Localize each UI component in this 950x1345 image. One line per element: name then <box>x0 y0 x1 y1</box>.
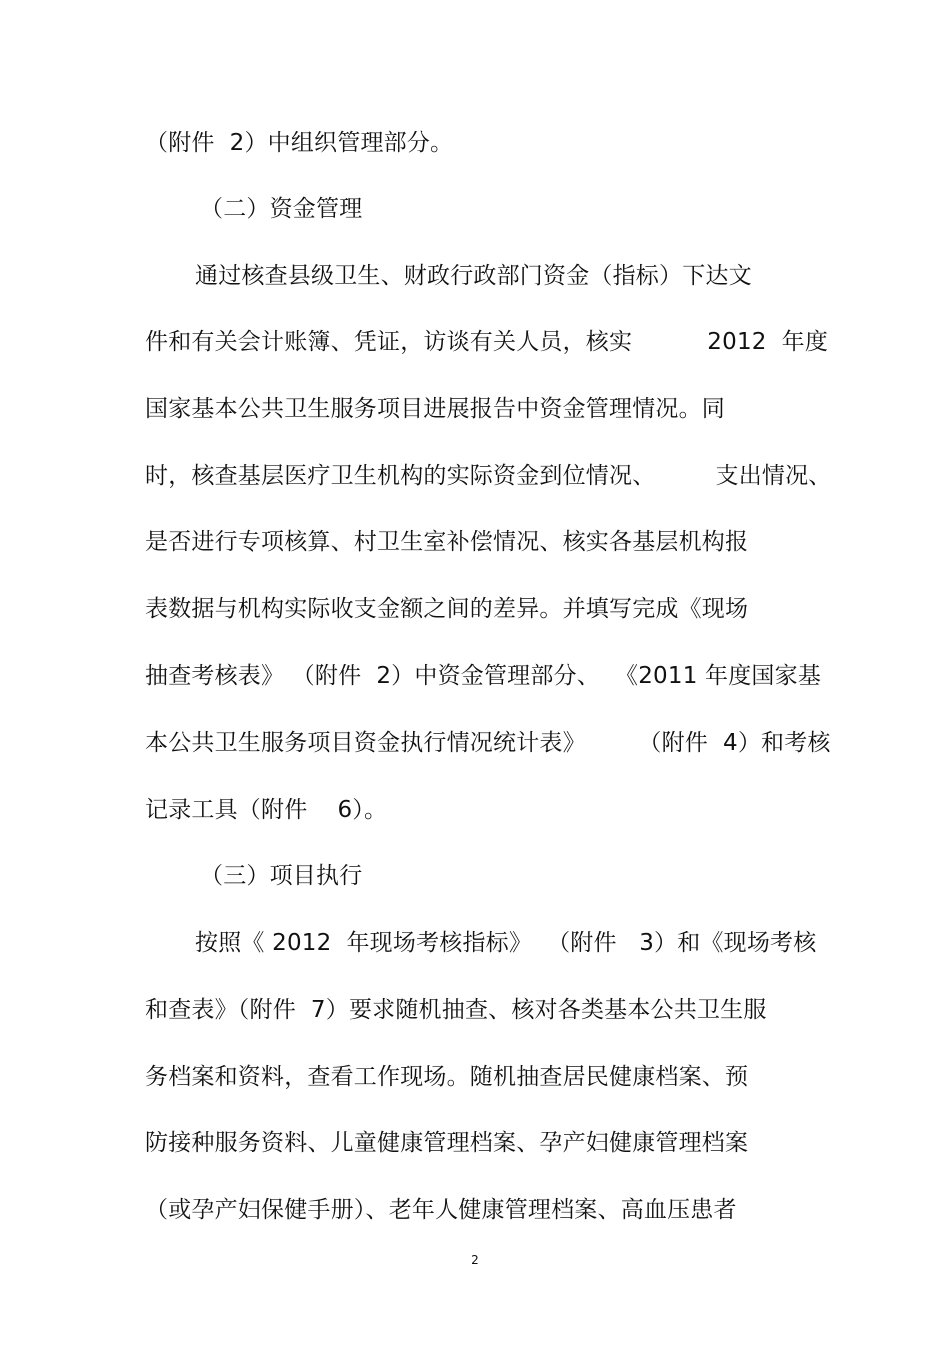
text-line: 本公共卫生服务项目资金执行情况统计表》 （附件 4）和考核 <box>145 730 831 756</box>
text-line: （或孕产妇保健手册）、老年人健康管理档案、高血压患者 <box>145 1197 737 1223</box>
page-number: 2 <box>471 1253 479 1267</box>
text-line: 是否进行专项核算、村卫生室补偿情况、核实各基层机构报 <box>145 529 749 555</box>
text-line: 记录工具（附件 6）。 <box>145 797 388 823</box>
text-line: 按照《 2012 年现场考核指标》 （附件 3）和《现场考核 <box>195 930 817 956</box>
text-line: 和查表》（附件 7）要求随机抽查、核对各类基本公共卫生服 <box>145 997 767 1023</box>
text-line: 务档案和资料，查看工作现场。随机抽查居民健康档案、预 <box>145 1064 749 1090</box>
text-line: （附件 2）中组织管理部分。 <box>145 130 454 156</box>
section-heading: （二）资金管理 <box>200 196 363 222</box>
text-line: 国家基本公共卫生服务项目进展报告中资金管理情况。同 <box>145 396 725 422</box>
text-line: 时，核查基层医疗卫生机构的实际资金到位情况、 支出情况、 <box>145 463 832 489</box>
text-line: 表数据与机构实际收支金额之间的差异。并填写完成《现场 <box>145 596 749 622</box>
text-line: 件和有关会计账簿、凭证，访谈有关人员，核实 2012 年度 <box>145 329 829 355</box>
text-line: 防接种服务资料、儿童健康管理档案、孕产妇健康管理档案 <box>145 1130 749 1156</box>
section-heading: （三）项目执行 <box>200 863 363 889</box>
text-line: 抽查考核表》 （附件 2）中资金管理部分、 《2011 年度国家基 <box>145 663 822 689</box>
text-line: 通过核查县级卫生、财政行政部门资金（指标）下达文 <box>195 263 752 289</box>
